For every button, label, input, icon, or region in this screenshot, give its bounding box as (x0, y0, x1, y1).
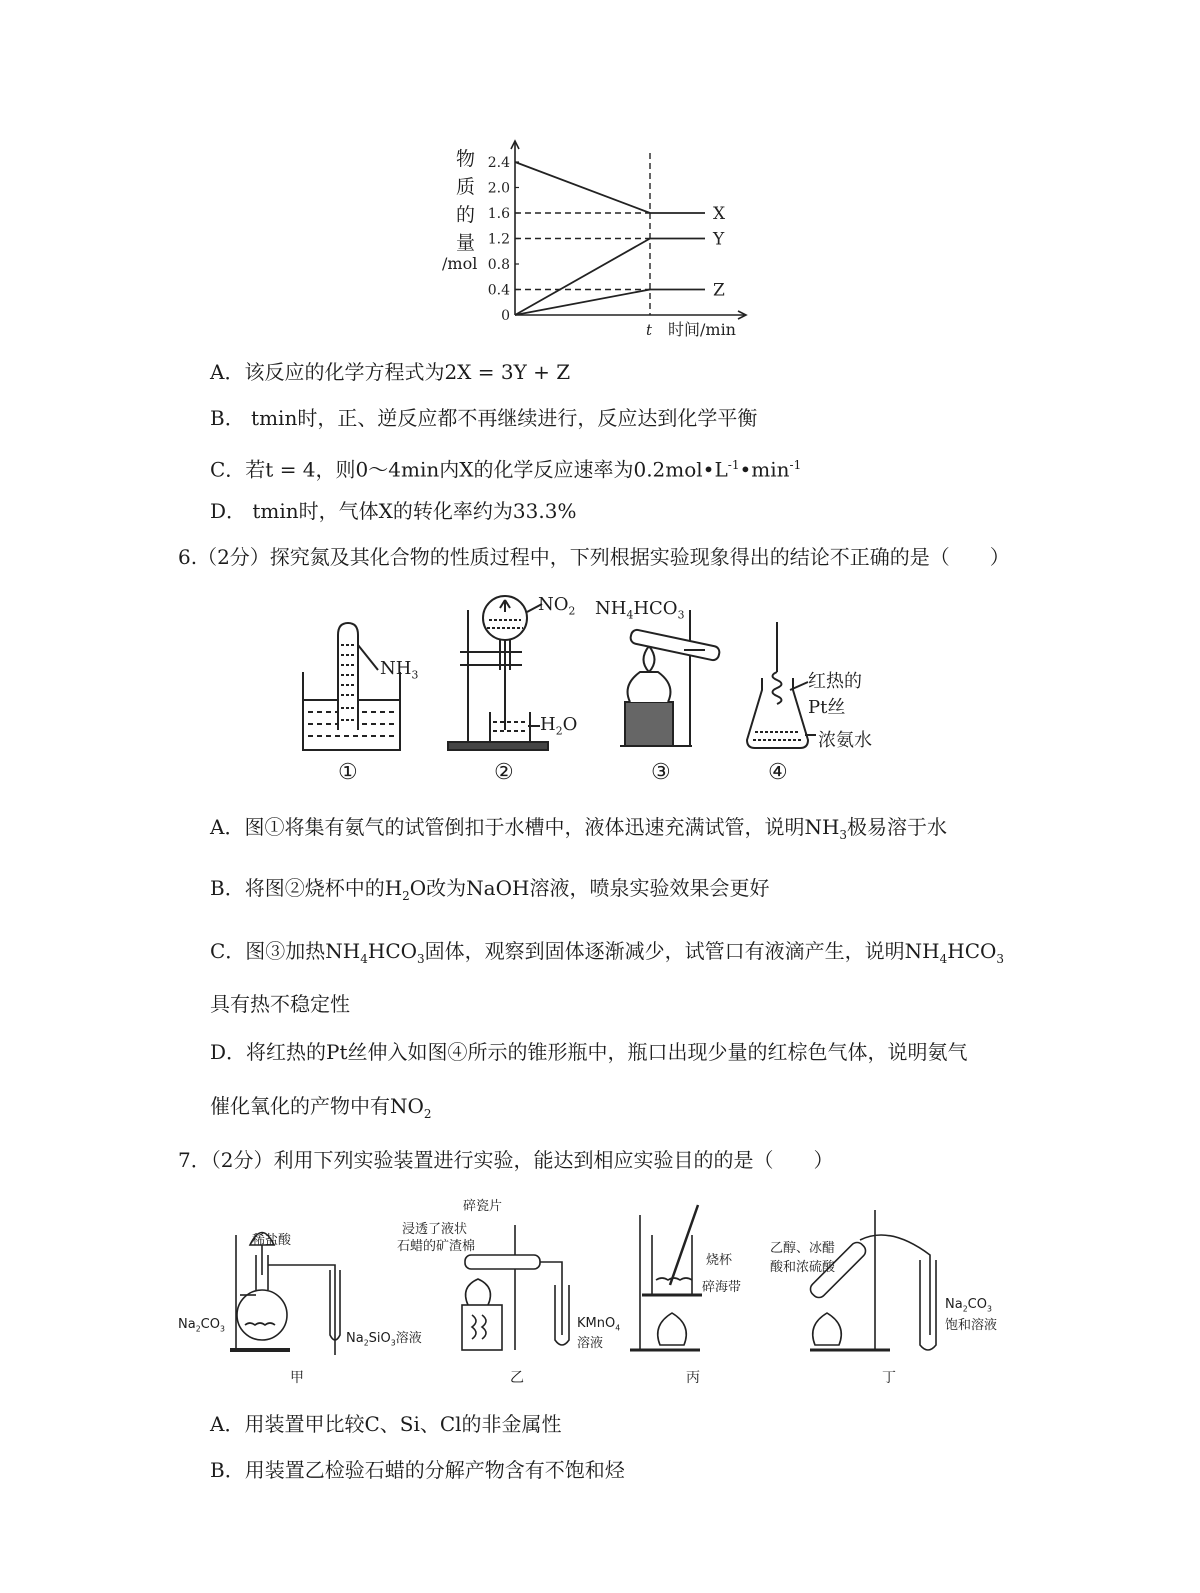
label-beaker: 烧杯 (706, 1253, 733, 1268)
q6-a-text: 极易溶于水 (847, 815, 948, 839)
label-wax-1: 浸透了液状 (402, 1222, 468, 1237)
q6-c-sub: 3 (996, 952, 1005, 966)
label-text: 溶液 (395, 1331, 422, 1346)
q5-option-c (210, 451, 801, 484)
caption-jia: 甲 (290, 1370, 304, 1386)
beaker (490, 712, 530, 742)
y-tick-label: 2.0 (487, 180, 510, 197)
q7-option-b: B．用装置乙检验石蜡的分解产物含有不饱和烃 (210, 1458, 625, 1482)
q6-option-d: D．将红热的Pt丝伸入如图④所示的锥形瓶中，瓶口出现少量的红棕色气体，说明氨气 (210, 1040, 968, 1064)
ylabel-char: 的 (456, 204, 476, 226)
figure-number-2: ② (494, 760, 514, 785)
ylabel-char: 质 (456, 176, 476, 198)
y-tick-label: 1.2 (487, 231, 510, 248)
label-text: CO (200, 1317, 220, 1332)
label-text: Na (945, 1297, 963, 1312)
q5-option-a: A．该反应的化学方程式为2X = 3Y + Z (210, 360, 571, 384)
q6-option-b (210, 874, 769, 910)
y-tick-label: 2.4 (487, 155, 510, 171)
q6-d-text: 催化氧化的产物中有NO (210, 1094, 424, 1118)
label-text: O (562, 714, 578, 735)
label-sub: 2 (962, 1304, 968, 1314)
burner-base (625, 702, 673, 746)
label-pt-wire: Pt丝 (808, 697, 846, 718)
q6-c-text: C．图③加热NH (210, 939, 361, 963)
label-sub: 2 (568, 604, 576, 618)
q6-b-text: O改为NaOH溶液，喷泉实验效果会更好 (409, 876, 770, 900)
q7-stem: 7．（2分）利用下列实验装置进行实验，能达到相应实验目的的是（ ） (178, 1148, 834, 1172)
y-tick-label: 0 (501, 308, 510, 324)
q6-c-sub: 3 (417, 952, 425, 966)
label-sub: 3 (411, 668, 419, 682)
series-line-x (515, 162, 650, 213)
alcohol-lamp (628, 672, 671, 702)
q6-option-d-line2 (210, 1092, 432, 1128)
label-h2o (540, 714, 577, 738)
q5-option-b: B． tmin时，正、逆反应都不再继续进行，反应达到化学平衡 (210, 406, 758, 430)
q6-option-c-line2: 具有热不稳定性 (210, 992, 350, 1016)
label-hcl: 稀盐酸 (252, 1233, 292, 1248)
stand-base (448, 742, 548, 750)
caption-bing: 丙 (686, 1370, 700, 1386)
x-axis-label: 时间/min (668, 320, 736, 339)
q6-b-text: B．将图②烧杯中的H (210, 876, 403, 900)
label-sub: 2 (555, 724, 563, 738)
label-text: Na (346, 1331, 364, 1346)
q6-d-sub: 2 (423, 1107, 432, 1121)
series-line-z (515, 290, 650, 316)
label-kmno4-solution: 溶液 (577, 1336, 604, 1351)
label-hot: 红热的 (808, 671, 862, 692)
amount-time-chart (480, 135, 780, 345)
q6-c-sub: 4 (939, 952, 948, 966)
q5-c-text: C．若t = 4，则0～4min内X的化学反应速率为0.2mol•L (210, 457, 728, 482)
label-seaweed: 碎海带 (702, 1280, 742, 1295)
q6-b-sub: 2 (402, 889, 410, 903)
q6-stem: 6.（2分）探究氮及其化合物的性质过程中，下列根据实验现象得出的结论不正确的是（ ） (178, 545, 1010, 569)
distilling-flask (237, 1290, 287, 1340)
series-label-x: X (713, 204, 726, 224)
q6-c-sub: 4 (360, 952, 368, 966)
x-tick-label-t: t (646, 321, 653, 339)
label-reagents-1: 乙醇、冰醋 (770, 1241, 836, 1256)
q7-apparatus-figure (170, 1195, 1040, 1365)
q6-c-text: HCO (367, 939, 418, 963)
label-na2sio3 (346, 1327, 422, 1348)
label-sub: 4 (626, 608, 634, 622)
q6-a-sub: 3 (839, 828, 848, 842)
label-nh3 (380, 658, 418, 682)
caption-yi: 乙 (510, 1370, 524, 1386)
ylabel-char: 量 (456, 232, 476, 254)
label-sub: 3 (986, 1304, 992, 1314)
label-kmno4 (577, 1316, 620, 1333)
y-tick-label: 1.6 (487, 206, 510, 222)
label-text: NO (538, 594, 569, 615)
label-sub: 2 (363, 1338, 369, 1348)
label-sub: 3 (219, 1324, 225, 1334)
q5-c-sup: -1 (727, 458, 740, 472)
caption-ding: 丁 (882, 1370, 896, 1386)
label-text: KMnO (577, 1316, 616, 1331)
label-no2 (538, 594, 575, 618)
label-text: H (540, 714, 556, 735)
q5-option-d: D． tmin时，气体X的转化率约为33.3% (210, 499, 577, 523)
label-sub: 2 (195, 1324, 201, 1334)
series-label-z: Z (713, 280, 725, 301)
ylabel-char: 物 (456, 148, 476, 170)
y-tick-label: 0.4 (487, 282, 510, 299)
label-saturated-solution: 饱和溶液 (945, 1318, 998, 1333)
series-line-y (515, 239, 650, 316)
y-tick-label: 0.8 (487, 257, 510, 273)
label-reagents-2: 酸和浓硫酸 (770, 1260, 836, 1275)
label-porcelain: 碎瓷片 (463, 1199, 503, 1214)
label-wax-2: 石蜡的矿渣棉 (397, 1239, 476, 1254)
label-text: SiO (368, 1331, 391, 1346)
inverted-test-tube (338, 623, 358, 730)
q5-c-text: •min (739, 457, 790, 482)
label-sub: 4 (615, 1323, 621, 1333)
q6-c-text: HCO (947, 939, 997, 963)
label-text: NH (380, 658, 412, 679)
figure-number-1: ① (338, 760, 358, 785)
label-nh4hco3 (595, 598, 684, 622)
q7-option-a: A．用装置甲比较C、Si、Cl的非金属性 (210, 1412, 562, 1436)
series-label-y: Y (713, 229, 725, 250)
label-text: HCO (633, 598, 678, 619)
q6-c-text: 固体，观察到固体逐渐减少，试管口有液滴产生，说明NH (424, 939, 940, 963)
ylabel-unit: /mol (442, 254, 478, 273)
label-ammonia: 浓氨水 (818, 730, 872, 751)
figure-number-4: ④ (768, 760, 788, 785)
label-text: CO (967, 1297, 987, 1312)
label-na2co3 (178, 1317, 225, 1334)
label-text: Na (178, 1317, 196, 1332)
q6-option-a (210, 813, 947, 849)
label-sub: 3 (390, 1338, 396, 1348)
q5-c-sup: -1 (789, 458, 802, 472)
label-sub: 3 (677, 608, 685, 622)
q6-a-text: A．图①将集有氨气的试管倒扣于水槽中，液体迅速充满试管，说明NH (210, 815, 840, 839)
q6-option-c (210, 937, 1004, 973)
label-na2co3-saturated (945, 1297, 992, 1314)
decomposition-tube (465, 1255, 540, 1269)
label-text: NH (595, 598, 627, 619)
figure-number-3: ③ (651, 760, 671, 785)
beaker (652, 1235, 692, 1295)
